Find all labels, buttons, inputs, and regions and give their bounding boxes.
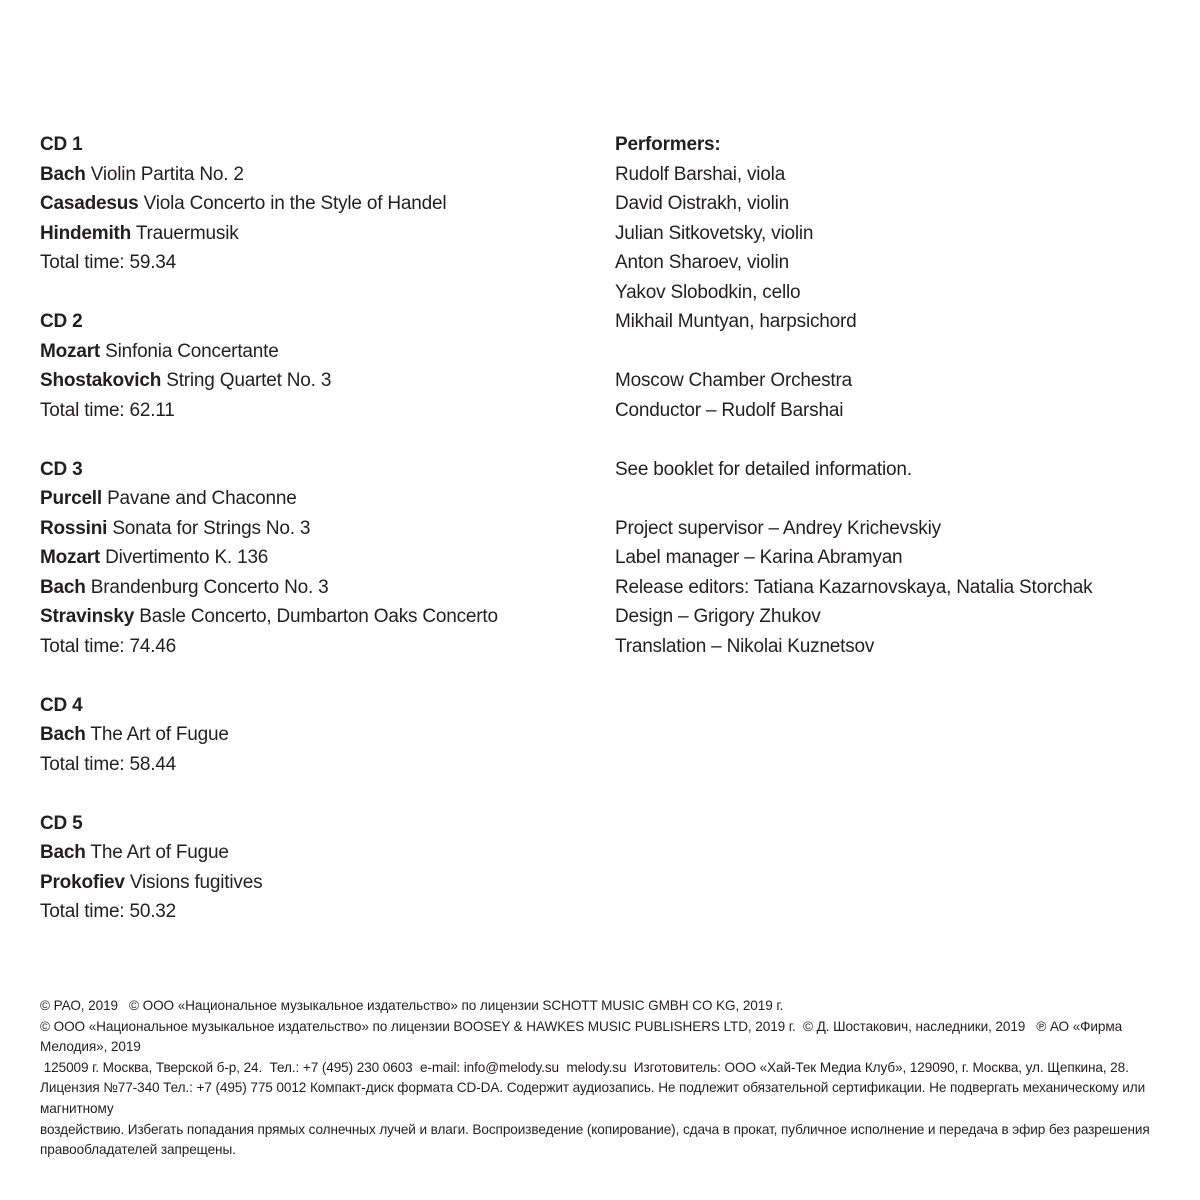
work-line — [40, 838, 595, 868]
performer: Anton Sharoev, violin — [615, 252, 789, 273]
total-time: Total time: 62.11 — [40, 399, 175, 421]
composer-name: Bach — [40, 842, 86, 863]
work-title: Sonata for Strings No. 3 — [112, 517, 311, 539]
staff-section — [615, 514, 1160, 662]
work-line — [40, 514, 595, 544]
composer-name: Hindemith — [40, 222, 132, 244]
composer-name: Rossini — [40, 517, 108, 539]
composer-name: Prokofiev — [40, 871, 125, 893]
work-line — [40, 484, 595, 514]
composer-name: Stravinsky — [40, 606, 135, 627]
work-line — [40, 543, 595, 573]
staff-credit: Translation – Nikolai Kuznetsov — [615, 635, 875, 657]
legal-line: 125009 г. Москва, Тверской б-р, 24. Тел.: +7 (495) 230 0603 e-mail: info@melody.su melody.su Изготовитель: ООО «Хай-Тек Медиа Клуб», 129090, г. Москва, ул. Щепкина, 28. — [40, 1059, 1129, 1075]
legal-line: © ООО «Национальное музыкальное издательство» по лицензии BOOSEY & HAWKES MUSIC PUBLISHERS LTD, 2019 г. © Д. Шостакович, наследники, 2019 ℗ АО «Фирма Мелодия», 2019 — [40, 1018, 1126, 1055]
staff-credit: Label manager – Karina Abramyan — [615, 547, 903, 568]
performer: Julian Sitkovetsky, violin — [615, 222, 814, 244]
disc-title: CD 5 — [40, 812, 83, 834]
work-line — [40, 337, 595, 367]
work-title: The Art of Fugue — [90, 724, 229, 745]
work-line — [40, 720, 595, 750]
performer: Yakov Slobodkin, cello — [615, 281, 801, 303]
work-title: The Art of Fugue — [90, 842, 229, 863]
staff-credit: Project supervisor – Andrey Krichevskiy — [615, 517, 941, 539]
booklet-note-text: See booklet for detailed information. — [615, 458, 912, 480]
staff-credit: Design – Grigory Zhukov — [615, 606, 821, 627]
disc-section-cd3 — [40, 455, 595, 662]
work-title: String Quartet No. 3 — [166, 370, 332, 391]
composer-name: Purcell — [40, 488, 102, 509]
work-line — [40, 160, 595, 190]
disc-section-cd2 — [40, 307, 595, 425]
disc-section-cd1 — [40, 130, 595, 278]
performer: Rudolf Barshai, viola — [615, 163, 786, 185]
disc-listing-column — [40, 130, 595, 927]
performer: Mikhail Muntyan, harpsichord — [615, 311, 857, 332]
work-title: Violin Partita No. 2 — [90, 163, 244, 185]
composer-name: Bach — [40, 576, 86, 598]
performers-heading: Performers: — [615, 134, 721, 155]
legal-line: Лицензия №77-340 Тел.: +7 (495) 775 0012 Компакт-диск формата CD-DA. Содержит аудиозапись. Не подлежит обязательной сертификации. Не подвергать механическому или магнитному — [40, 1080, 1149, 1116]
total-time: Total time: 58.44 — [40, 753, 177, 775]
composer-name: Bach — [40, 163, 86, 185]
disc-title: CD 3 — [40, 458, 83, 480]
conductor: Conductor – Rudolf Barshai — [615, 399, 844, 421]
composer-name: Casadesus — [40, 193, 139, 214]
work-title: Brandenburg Concerto No. 3 — [90, 576, 329, 598]
work-line — [40, 868, 595, 898]
legal-fine-print — [40, 996, 1170, 1161]
disc-title: CD 2 — [40, 311, 83, 332]
disc-section-cd5 — [40, 809, 595, 927]
work-line — [40, 189, 595, 219]
work-line — [40, 366, 595, 396]
orchestra-name: Moscow Chamber Orchestra — [615, 370, 852, 391]
work-title: Basle Concerto, Dumbarton Oaks Concerto — [139, 606, 498, 627]
work-line — [40, 219, 595, 249]
disc-title: CD 4 — [40, 694, 83, 716]
orchestra-section — [615, 366, 1160, 425]
work-title: Trauermusik — [135, 222, 239, 244]
composer-name: Shostakovich — [40, 370, 162, 391]
booklet-note — [615, 455, 1160, 485]
legal-line: воздействию. Избегать попадания прямых солнечных лучей и влаги. Воспроизведение (копирование), сдача в прокат, публичное исполнение и передача в эфир без разрешения — [40, 1121, 1150, 1137]
disc-section-cd4 — [40, 691, 595, 780]
work-line — [40, 573, 595, 603]
work-title: Sinfonia Concertante — [105, 340, 279, 362]
legal-line: © РАО, 2019 © ООО «Национальное музыкальное издательство» по лицензии SCHOTT MUSIC GMBH CO KG, 2019 г. — [40, 998, 784, 1013]
performer: David Oistrakh, violin — [615, 193, 790, 214]
total-time: Total time: 59.34 — [40, 252, 177, 273]
composer-name: Mozart — [40, 547, 101, 568]
work-title: Viola Concerto in the Style of Handel — [143, 193, 447, 214]
work-title: Divertimento K. 136 — [105, 547, 269, 568]
disc-title: CD 1 — [40, 134, 83, 155]
work-title: Pavane and Chaconne — [107, 488, 297, 509]
credits-column — [615, 130, 1160, 661]
work-title: Visions fugitives — [129, 871, 263, 893]
total-time: Total time: 50.32 — [40, 901, 177, 922]
total-time: Total time: 74.46 — [40, 635, 177, 657]
performers-section — [615, 130, 1160, 337]
composer-name: Bach — [40, 724, 86, 745]
work-line — [40, 602, 595, 632]
staff-credit: Release editors: Tatiana Kazarnovskaya, Natalia Storchak — [615, 576, 1093, 598]
composer-name: Mozart — [40, 340, 101, 362]
legal-line: правообладателей запрещены. — [40, 1142, 236, 1158]
